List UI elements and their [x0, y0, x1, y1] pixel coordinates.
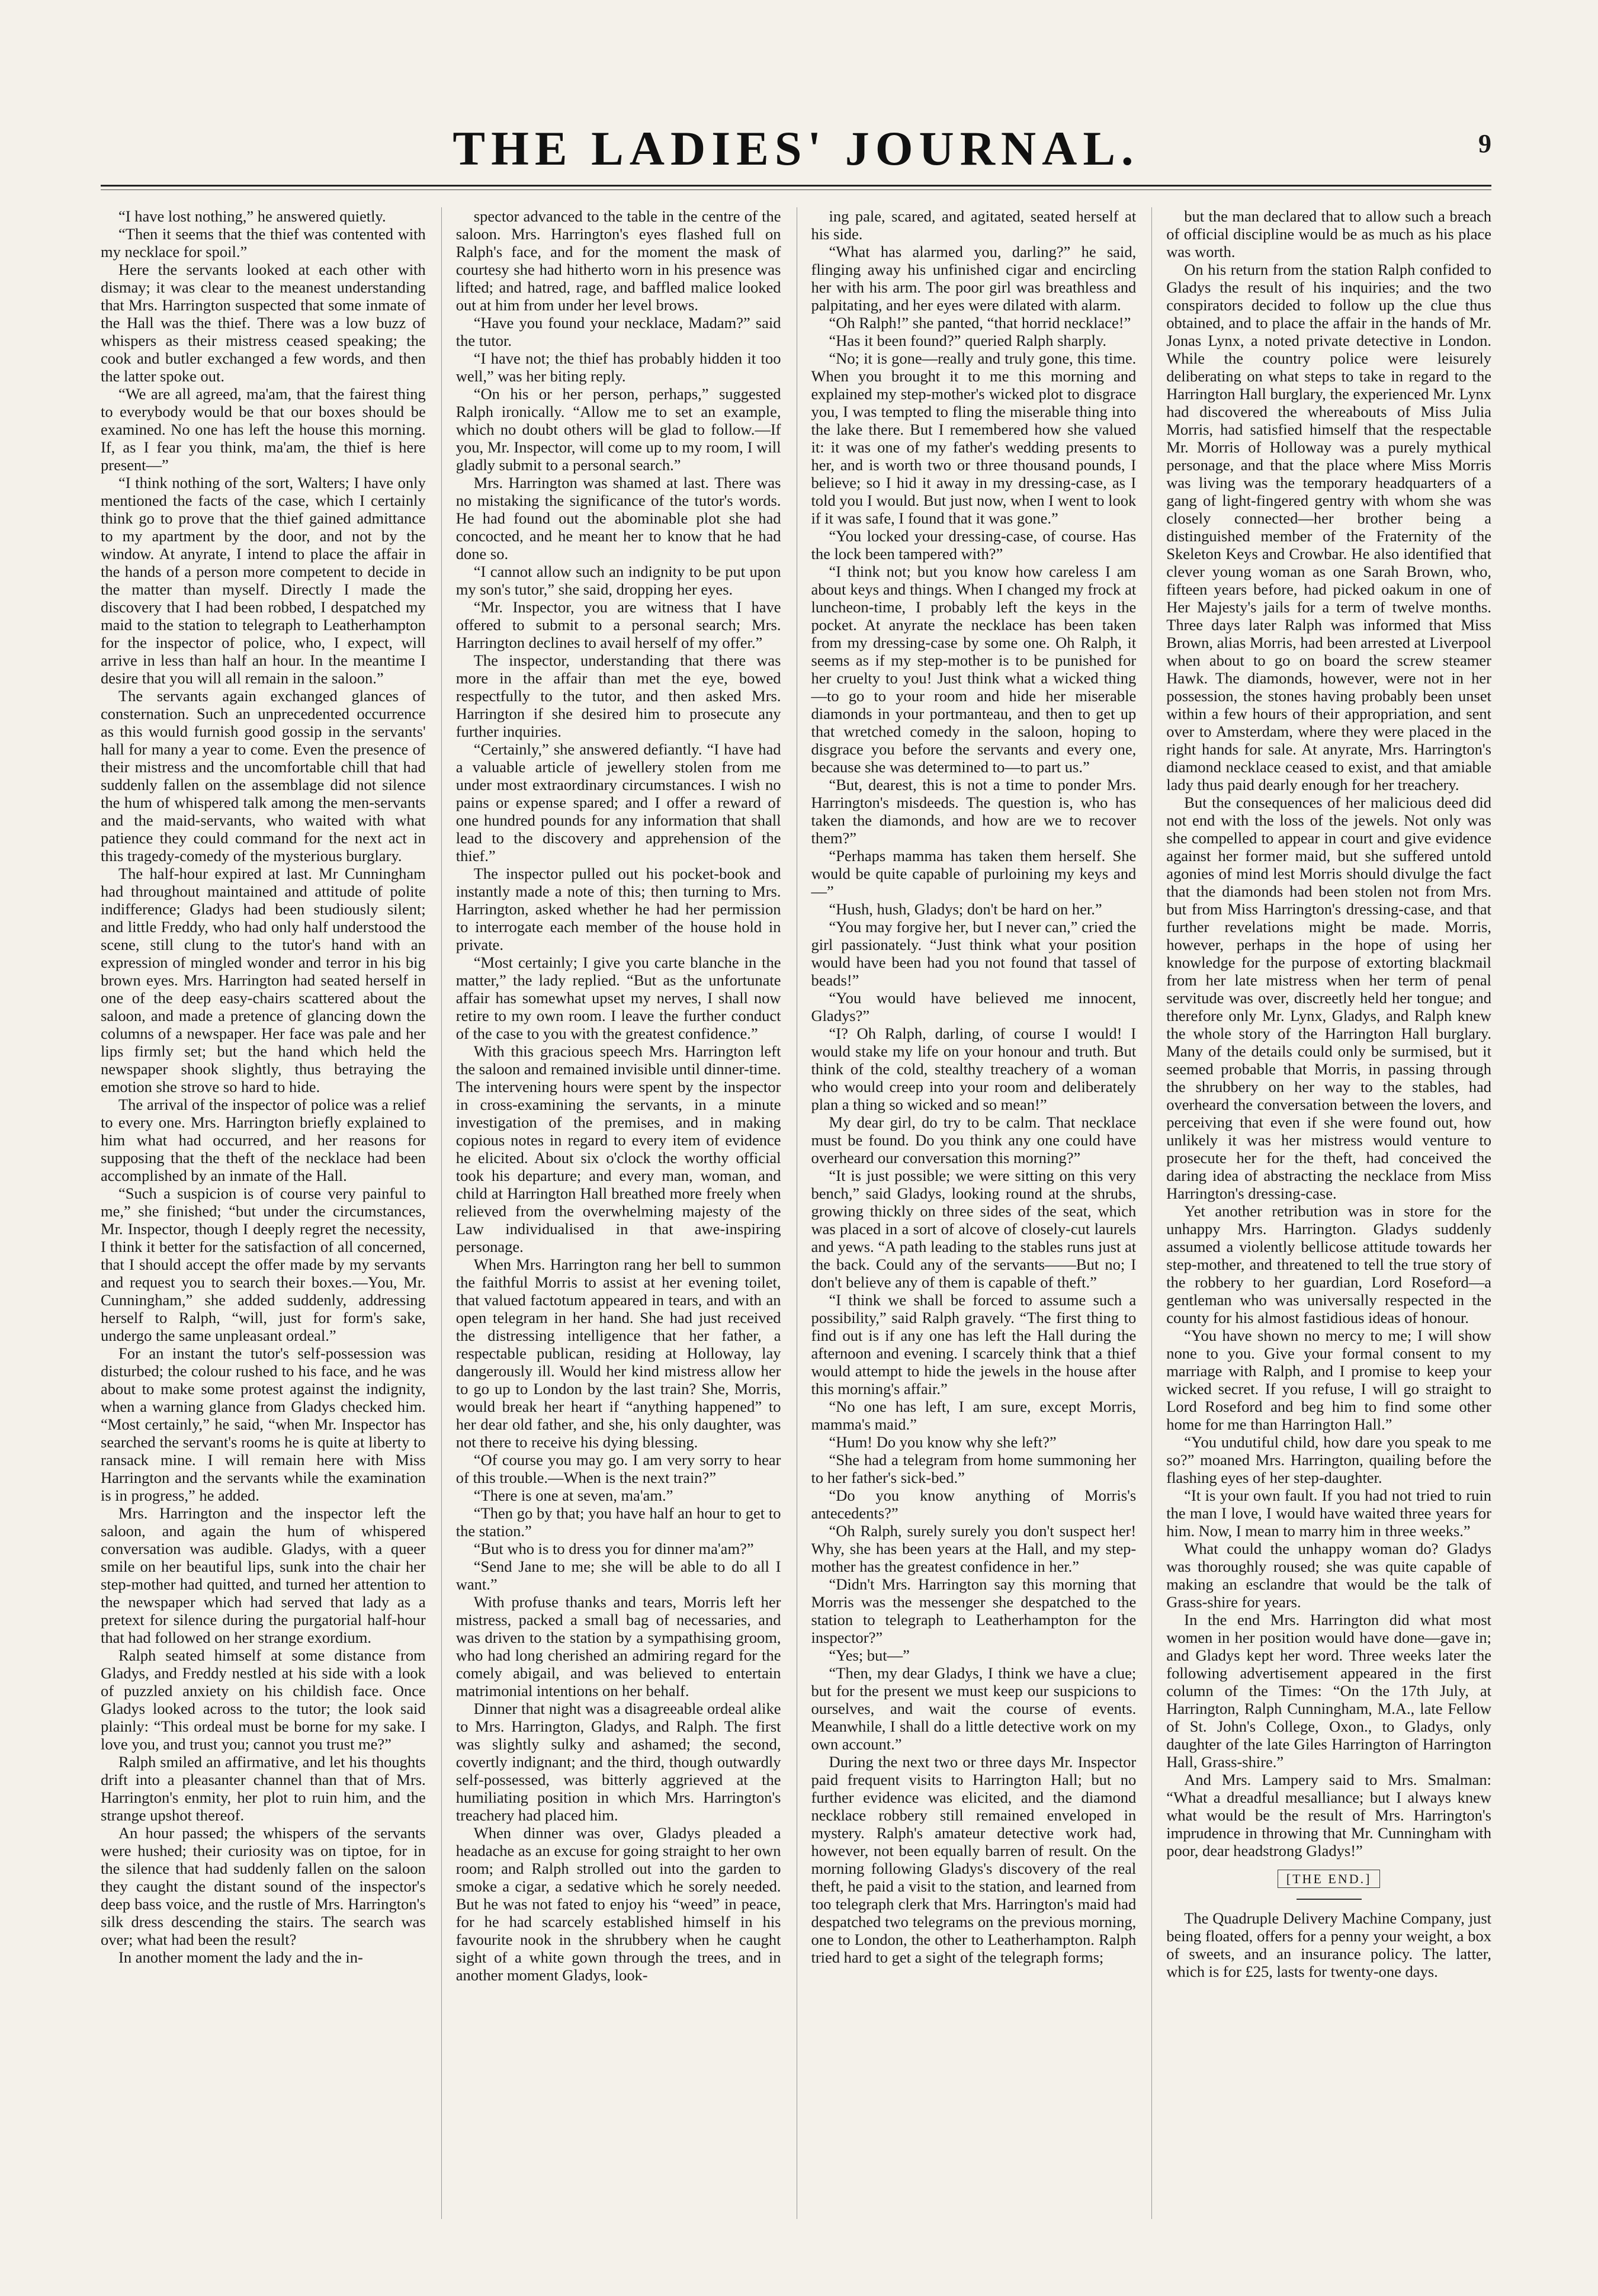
paragraph: “Didn't Mrs. Harrington say this morning that Morris was the messenger she despatched to the station to telegraph to Leatherhampton for the inspector?” [811, 1575, 1137, 1646]
paragraph: In another moment the lady and the in- [118, 1948, 363, 1966]
paragraph: “You locked your dressing-case, of course. Has the lock been tampered with?” [811, 527, 1137, 563]
paragraph: “Perhaps mamma has taken them herself. She would be quite capable of purloining my keys and—” [811, 847, 1137, 900]
paragraph: On his return from the station Ralph confided to Gladys the result of his inquiries; and the two conspirators decided to follow up the clue thus obtained, and to place the affair in the hands of Mr. Jonas Lynx, a noted private detective in London. While the country police were leisurely deliberating on what steps to take in regard to the Harrington Hall burglary, the experienced Mr. Lynx had discovered the whereabouts of Miss Julia Morris, had satisfied himself that the respectable Mr. Morris of Holloway was a purely mythical personage, and that the place where Miss Morris was living was the temporary headquarters of a gang of light-fingered gentry with whom she was closely connected—her brother being a distinguished member of the Fraternity of the Skeleton Keys and Crowbar. He also identified that clever young woman as one Sarah Brown, who, fifteen years before, had picked oakum in one of Her Majesty's jails for a term of twelve months. Three days later Ralph was informed that Miss Brown, alias Morris, had been arrested at Liverpool when about to go on board the screw steamer Hawk. The diamonds, however, were not in her possession, the stones having probably been unset within a few hours of their appropriation, and sent over to Amsterdam, where they were placed in the right hands for sale. At anyrate, Mrs. Harrington's diamond necklace ceased to exist, and that amiable lady thus paid dearly enough for her treachery. [1166, 261, 1491, 794]
paragraph: “Hush, hush, Gladys; don't be hard on her.” [829, 900, 1102, 918]
paragraph: “It is just possible; we were sitting on this very bench,” said Gladys, looking round at the shrubs, growing thickly on three sides of the seat, which was placed in a sort of alcove of closely-cut laurels and yews. “A path leading to the stables runs just at the back. Could any of the servants——But no; I don't believe any of them is capable of theft.” [811, 1167, 1137, 1291]
paragraph: “Mr. Inspector, you are witness that I have offered to submit to a personal search; Mrs. Harrington declines to avail herself of my offer.” [455, 598, 781, 651]
paragraph: “Has it been found?” queried Ralph sharply. [829, 332, 1106, 349]
paragraph: The arrival of the inspector of police was a relief to every one. Mrs. Harrington briefly explained to him what had occurred, and her reasons for supposing that the theft of the necklace had been accomplished by an inmate of the Hall. [101, 1096, 426, 1184]
paragraph: “Then go by that; you have half an hour to get to the station.” [455, 1504, 781, 1540]
paragraph: The inspector pulled out his pocket-book and instantly made a note of this; then turning to Mrs. Harrington, asked whether he had her permission to interrogate each member of the house hold in private. [455, 865, 781, 953]
paragraph: “Oh Ralph!” she panted, “that horrid necklace!” [829, 314, 1131, 332]
paragraph: “Most certainly; I give you carte blanche in the matter,” the lady replied. “But as the unfortunate affair has somewhat upset my nerves, I shall now retire to my own room. I leave the further conduct of the case to you with the greatest confidence.” [455, 953, 781, 1042]
paragraph: “There is one at seven, ma'am.” [473, 1486, 673, 1504]
paragraph: “Have you found your necklace, Madam?” said the tutor. [455, 314, 781, 349]
paragraph: An hour passed; the whispers of the servants were hushed; their curiosity was on tiptoe, for in the silence that had suddenly fallen on the saloon they caught the distant sound of the inspector's deep bass voice, and the rustle of Mrs. Harrington's silk dress descending the stairs. The search was over; what had been the result? [101, 1824, 426, 1948]
paragraph: In the end Mrs. Harrington did what most women in her position would have done—gave in; and Gladys kept her word. Three weeks later the following advertisement appeared in the first column of the Times: “On the 17th July, at Harrington, Ralph Cunningham, M.A., late Fellow of St. John's College, Oxon., to Gladys, only daughter of the late Giles Harrington of Harrington Hall, Grass-shire.” [1166, 1611, 1491, 1771]
paragraph: “I have lost nothing,” he answered quietly. [118, 207, 386, 225]
column-4 [1151, 207, 1491, 2219]
column-1 [101, 207, 426, 2219]
paragraph: Yet another retribution was in store for the unhappy Mrs. Harrington. Gladys suddenly assumed a violently bellicose attitude towards her step-mother, and threatened to tell the true story of the robbery to her guardian, Lord Roseford—a gentleman who was universally respected in the county for his almost fastidious ideas of honour. [1166, 1202, 1491, 1327]
paragraph: “Certainly,” she answered defiantly. “I have had a valuable article of jewellery stolen from me under most extraordinary circumstances. I wish no pains or expense spared; and I offer a reward of one hundred pounds for any information that shall lead to the discovery and apprehension of the thief.” [455, 740, 781, 865]
paragraph: “Then, my dear Gladys, I think we have a clue; but for the present we must keep our suspicions to ourselves, and wait the course of events. Meanwhile, I shall do a little detective work on my own account.” [811, 1664, 1137, 1753]
paragraph: “Yes; but—” [829, 1646, 910, 1664]
page-number: 9 [1478, 129, 1491, 158]
paragraph: “Hum! Do you know why she left?” [829, 1433, 1057, 1451]
paragraph: What could the unhappy woman do? Gladys was thoroughly roused; she was quite capable of making an esclandre that would be the talk of Grass-shire for years. [1166, 1540, 1491, 1611]
paragraph: but the man declared that to allow such a breach of official discipline would be as much as his place was worth. [1166, 207, 1491, 261]
paragraph: “You undutiful child, how dare you speak to me so?” moaned Mrs. Harrington, quailing before the flashing eyes of her step-daughter. [1166, 1433, 1491, 1486]
paragraph: The inspector, understanding that there was more in the affair than met the eye, bowed respectfully to the tutor, and then asked Mrs. Harrington if she desired him to prosecute any further inquiries. [455, 651, 781, 740]
paragraph: “She had a telegram from home summoning her to her father's sick-bed.” [811, 1451, 1137, 1486]
paragraph: “It is your own fault. If you had not tried to ruin the man I love, I would have waited three years for him. Now, I mean to marry him in three weeks.” [1166, 1486, 1491, 1540]
paragraph: “No; it is gone—really and truly gone, this time. When you brought it to me this morning and explained my step-mother's wicked plot to disgrace you, I was tempted to fling the miserable thing into the lake there. But I remembered how she valued it: it was one of my father's wedding presents to her, and is worth two or three thousand pounds, I believe; so I hid it away in my dressing-case, as I told you I would. But just now, when I went to look if it was safe, I found that it was gone.” [811, 349, 1137, 527]
paragraph: Mrs. Harrington and the inspector left the saloon, and again the hum of whispered conversation was audible. Gladys, with a queer smile on her beautiful lips, sunk into the chair her step-mother had quitted, and turned her attention to the newspaper which had served that lady as a pretext for silence during the purgatorial half-hour that had followed on her strange exordium. [101, 1504, 426, 1646]
paragraph: spector advanced to the table in the centre of the saloon. Mrs. Harrington's eyes flashed full on Ralph's face, and for the moment the mask of courtesy she had hitherto worn in his presence was lifted; and hatred, rage, and baffled malice looked out at him from under her level brows. [455, 207, 781, 314]
paragraph: The half-hour expired at last. Mr Cunningham had throughout maintained and attitude of polite indifference; Gladys had been studiously silent; and little Freddy, who had only half understood the scene, still clung to the tutor's hand with an expression of mingled wonder and terror in his big brown eyes. Mrs. Harrington had seated herself in one of the deep easy-chairs scattered about the saloon, and made a pretence of glancing down the columns of a newspaper. Her face was pale and her lips firmly set; but the hand which held the newspaper shook slightly, thus betraying the emotion she strove so hard to hide. [101, 865, 426, 1096]
paragraph: “You have shown no mercy to me; I will show none to you. Give your formal consent to my marriage with Ralph, and I promise to keep your wicked secret. If you refuse, I will go straight to Lord Roseford and beg him to find some other home for me than Harrington Hall.” [1166, 1327, 1491, 1433]
paragraph: “I think not; but you know how careless I am about keys and things. When I changed my frock at luncheon-time, I probably left the keys in the pocket. At anyrate the necklace has been taken from my dressing-case by some one. Oh Ralph, it seems as if my step-mother is to be punished for her cruelty to you! Just think what a wicked thing—to go to your room and hide her miserable diamonds in your portmanteau, and then to get up that wretched comedy in the saloon, hoping to disgrace you before the servants and every one, because she was determined to—to part us.” [811, 563, 1137, 776]
paragraph: “Send Jane to me; she will be able to do all I want.” [455, 1558, 781, 1593]
header-rule [101, 185, 1491, 187]
paragraph: “You would have believed me innocent, Gladys?” [811, 989, 1137, 1025]
paragraph: ing pale, scared, and agitated, seated herself at his side. [811, 207, 1137, 243]
paragraph: When dinner was over, Gladys pleaded a headache as an excuse for going straight to her own room; and Ralph strolled out into the garden to smoke a cigar, a sedative which he sorely needed. But he was not fated to enjoy his “weed” in peace, for he had scarcely established himself in his favourite nook in the shrubbery when he caught sight of a white gown through the trees, and in another moment Gladys, look- [455, 1824, 781, 1984]
paragraph: Dinner that night was a disagreeable ordeal alike to Mrs. Harrington, Gladys, and Ralph. The first was slightly sulky and ashamed; the second, covertly indignant; and the third, though outwardly self-possessed, was bitterly aggrieved at the humiliating position in which Mrs. Harrington's treachery had placed him. [455, 1700, 781, 1824]
column-3 [797, 207, 1137, 2219]
end-mark [1166, 1870, 1491, 1888]
paragraph: “I cannot allow such an indignity to be put upon my son's tutor,” she said, dropping her eyes. [455, 563, 781, 598]
paragraph: When Mrs. Harrington rang her bell to summon the faithful Morris to assist at her evening toilet, that valued factotum appeared in tears, and with an open telegram in her hand. She had just received the distressing intelligence that her father, a respectable publican, residing at Holloway, lay dangerously ill. Would her kind mistress allow her to go up to London by the last train? She, Morris, would break her heart if “anything happened” to her dear old father, and she, his only daughter, was not there to receive his dying blessing. [455, 1255, 781, 1451]
paragraph: Ralph smiled an affirmative, and let his thoughts drift into a pleasanter channel than that of Mrs. Harrington's enmity, her plot to ruin him, and the strange upshot thereof. [101, 1753, 426, 1824]
paragraph: “I think nothing of the sort, Walters; I have only mentioned the facts of the case, which I certainly think go to prove that the thief gained admittance to my apartment by the door, and not by the window. At anyrate, I intend to place the affair in the hands of a person more competent to decide in the matter than myself. Directly I made the discovery that I had been robbed, I despatched my maid to the station to telegraph to Leatherhampton for the inspector of police, who, I expect, will arrive in less than half an hour. In the meantime I desire that you will all remain in the saloon.” [101, 474, 426, 687]
paragraph: Mrs. Harrington was shamed at last. There was no mistaking the significance of the tutor's words. He had found out the abominable plot she had concocted, and he meant her to know that he had done so. [455, 474, 781, 563]
paragraph: “I? Oh Ralph, darling, of course I would! I would stake my life on your honour and truth. But think of the cold, stealthy treachery of a woman who would creep into your room and deliberately plan a thing so wicked and so mean!” [811, 1025, 1137, 1113]
paragraph: During the next two or three days Mr. Inspector paid frequent visits to Harrington Hall; but no further evidence was elicited, and the diamond necklace robbery still remained enveloped in mystery. Ralph's amateur detective work had, however, not been equally barren of result. On the morning following Gladys's discovery of the real theft, he paid a visit to the station, and learned from too telegraph clerk that Mrs. Harrington's maid had despatched two telegrams on the previous morning, one to London, the other to Leatherhampton. Ralph tried hard to get a sight of the telegraph forms; [811, 1753, 1137, 1966]
paragraph: And Mrs. Lampery said to Mrs. Smalman: “What a dreadful mesalliance; but I always knew what would be the result of Mrs. Harrington's imprudence in throwing that Mr. Cunningham with poor, dear headstrong Gladys!” [1166, 1771, 1491, 1860]
paragraph: “But who is to dress you for dinner ma'am?” [473, 1540, 754, 1558]
section-divider [1297, 1899, 1362, 1900]
news-item-paragraph: The Quadruple Delivery Machine Company, just being floated, offers for a penny your weight, a box of sweets, and an insurance policy. The latter, which is for £25, lasts for twenty-one days. [1166, 1909, 1491, 1980]
paragraph: “Of course you may go. I am very sorry to hear of this trouble.—When is the next train?” [455, 1451, 781, 1486]
paragraph: “You may forgive her, but I never can,” cried the girl passionately. “Just think what your position would have been had you not found that tassel of beads!” [811, 918, 1137, 989]
paragraph: “We are all agreed, ma'am, that the fairest thing to everybody would be that our boxes should be examined. No one has left the house this morning. If, as I fear you think, ma'am, the thief is here present—” [101, 385, 426, 474]
paragraph: But the consequences of her malicious deed did not end with the loss of the jewels. Not only was she compelled to appear in court and give evidence against her former maid, but she suffered untold agonies of mind lest Morris should divulge the fact that the diamonds had been stolen not from Mrs. but from Miss Harrington's dressing-case, and that further revelations might be made. Morris, however, perhaps in the hope of using her knowledge for the purpose of extorting blackmail from her late mistress when her term of penal servitude was over, discreetly held her tongue; and therefore only Mr. Lynx, Gladys, and Ralph knew the whole story of the Harrington Hall burglary. Many of the details could only be surmised, but it seemed probable that Morris, in passing through the shrubbery on her way to the stables, had overheard the conversation between the lovers, and perceiving that even if she were found out, how unlikely it was her mistress would venture to prosecute her for the theft, had conceived the daring idea of abstracting the necklace from Miss Harrington's dressing-case. [1166, 794, 1491, 1202]
paragraph: “No one has left, I am sure, except Morris, mamma's maid.” [811, 1398, 1137, 1433]
journal-title: THE LADIES' JOURNAL. [453, 121, 1140, 175]
paragraph: The servants again exchanged glances of consternation. Such an unprecedented occurrence as this would furnish good gossip in the servants' hall for many a year to come. Even the presence of their mistress and the uncomfortable chill that had suddenly fallen on the assemblage did not silence the hum of whispered talk among the men-servants and the maid-servants, who waited with what patience they could command for the next act in this tragedy-comedy of the mysterious burglary. [101, 687, 426, 865]
paragraph: Ralph seated himself at some distance from Gladys, and Freddy nestled at his side with a look of puzzled anxiety on his childish face. Once Gladys looked across to the tutor; the look said plainly: “This ordeal must be borne for my sake. I love you, and trust you; cannot you trust me?” [101, 1646, 426, 1753]
paragraph: “Do you know anything of Morris's antecedents?” [811, 1486, 1137, 1522]
paragraph: “I have not; the thief has probably hidden it too well,” was her biting reply. [455, 349, 781, 385]
end-mark-label: [THE END.] [1278, 1870, 1381, 1888]
paragraph: “I think we shall be forced to assume such a possibility,” said Ralph gravely. “The first thing to find out is if any one has left the Hall during the afternoon and evening. I scarcely think that a thief would attempt to hide the jewels in the house after this morning's affair.” [811, 1291, 1137, 1398]
paragraph: “Oh Ralph, surely surely you don't suspect her! Why, she has been years at the Hall, and my step-mother has the greatest confidence in her.” [811, 1522, 1137, 1575]
paragraph: With profuse thanks and tears, Morris left her mistress, packed a small bag of necessaries, and was driven to the station by a sympathising groom, who had long cherished an admiring regard for the comely abigail, and was believed to entertain matrimonial intentions on her behalf. [455, 1593, 781, 1700]
text-columns [101, 207, 1491, 2219]
paragraph: “On his or her person, perhaps,” suggested Ralph ironically. “Allow me to set an example, which no doubt others will be glad to follow.—If you, Mr. Inspector, will come up to my room, I will gladly submit to a personal search.” [455, 385, 781, 474]
paragraph: My dear girl, do try to be calm. That necklace must be found. Do you think any one could have overheard our conversation this morning?” [811, 1113, 1137, 1167]
paragraph: With this gracious speech Mrs. Harrington left the saloon and remained invisible until dinner-time. The intervening hours were spent by the inspector in cross-examining the servants, in a minute investigation of the premises, and in making copious notes in regard to every item of evidence he elicited. About six o'clock the worthy official took his departure; and every man, woman, and child at Harrington Hall breathed more freely when relieved from the overwhelming majesty of the Law individualised in that awe-inspiring personage. [455, 1042, 781, 1255]
paragraph: For an instant the tutor's self-possession was disturbed; the colour rushed to his face, and he was about to make some protest against the indignity, when a warning glance from Gladys checked him. “Most certainly,” he said, “when Mr. Inspector has searched the servant's rooms he is quite at liberty to ransack mine. I will remain here with Miss Harrington and the servants while the examination is in progress,” he added. [101, 1344, 426, 1504]
paragraph: “What has alarmed you, darling?” he said, flinging away his unfinished cigar and encircling her with his arm. The poor girl was breathless and palpitating, and her eyes were dilated with alarm. [811, 243, 1137, 314]
paragraph: Here the servants looked at each other with dismay; it was clear to the meanest understanding that Mrs. Harrington suspected that some inmate of the Hall was the thief. There was a low buzz of whispers as their mistress ceased speaking; the cook and butler exchanged a few words, and then the latter spoke out. [101, 261, 426, 385]
paragraph: “Then it seems that the thief was contented with my necklace for spoil.” [101, 225, 426, 261]
column-2 [441, 207, 781, 2219]
masthead [101, 121, 1491, 176]
paragraph: “But, dearest, this is not a time to ponder Mrs. Harrington's misdeeds. The question is, who has taken the diamonds, and how are we to recover them?” [811, 776, 1137, 847]
paragraph: “Such a suspicion is of course very painful to me,” she finished; “but under the circumstances, Mr. Inspector, though I deeply regret the necessity, I think it better for the satisfaction of all concerned, that I should accept the offer made by my servants and request you to search their boxes.—You, Mr. Cunningham,” she added suddenly, addressing herself to Ralph, “will, just for form's sake, undergo the same unpleasant ordeal.” [101, 1184, 426, 1344]
